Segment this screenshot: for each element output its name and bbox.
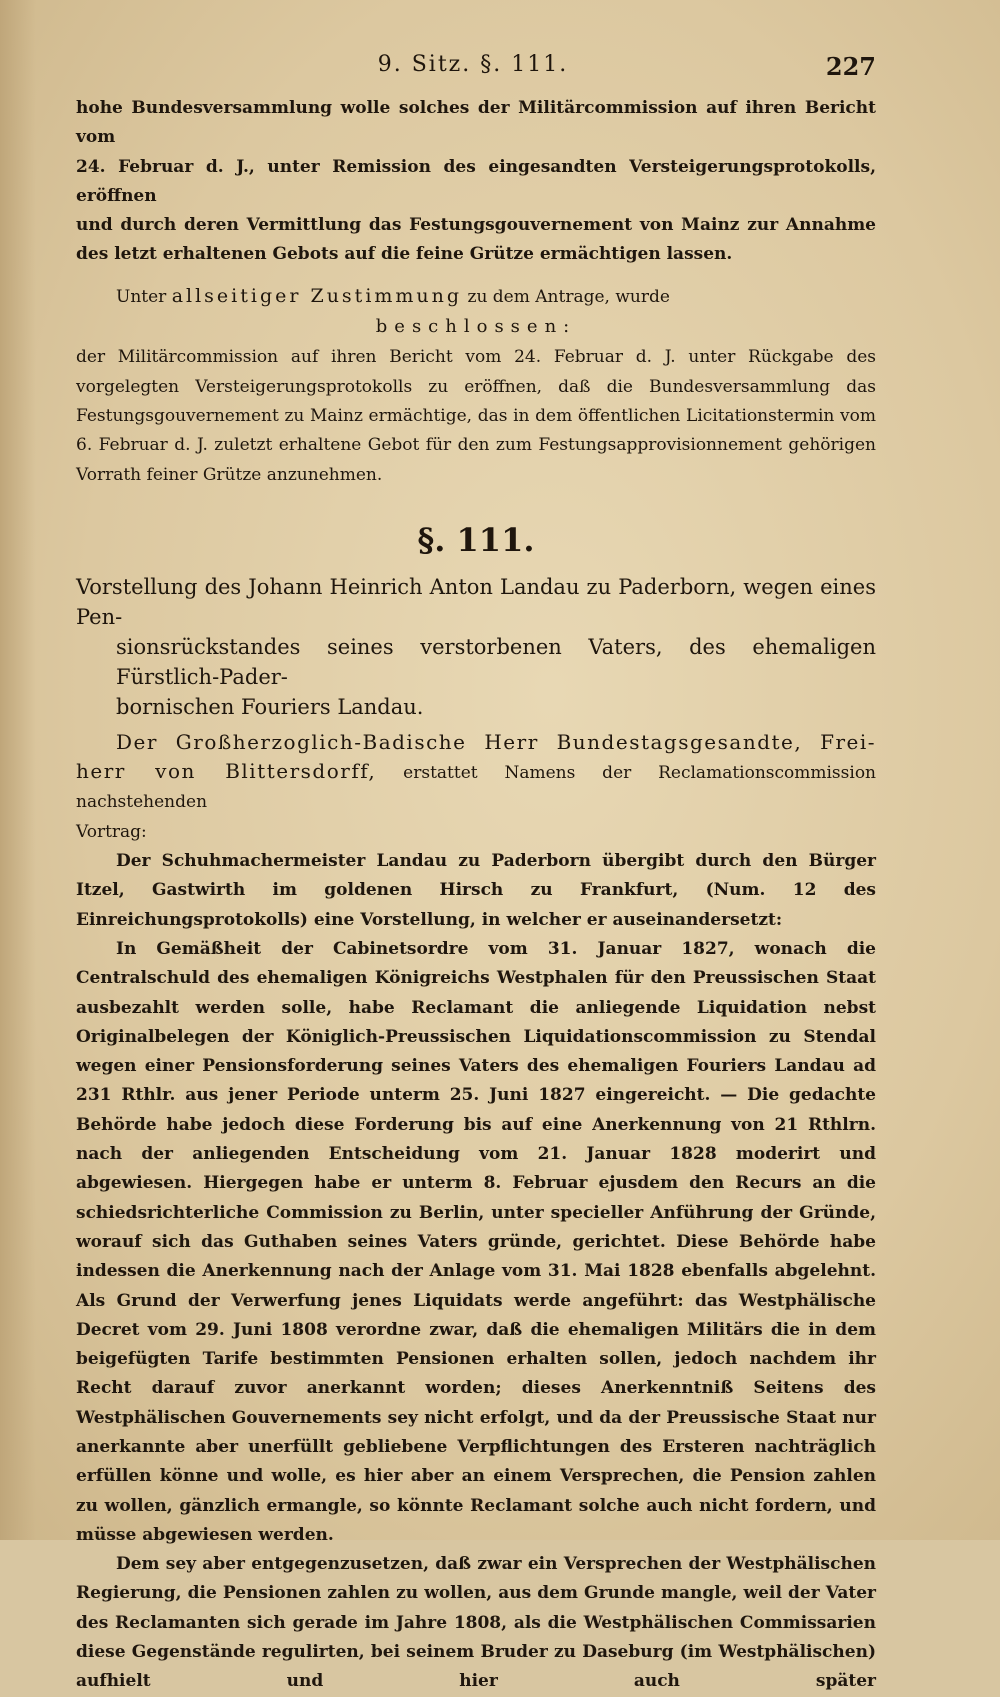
speaker-line-2 — [76, 757, 876, 818]
section-title — [76, 572, 876, 722]
page-edge-shadow — [0, 0, 36, 1540]
resolution-decided: beschlossen: — [375, 316, 577, 338]
section-title-line: bornischen Fouriers Landau. — [116, 694, 424, 719]
speaker-line: Der Großherzoglich-Badische Herr Bundestagsgesandte, Frei- — [116, 729, 876, 754]
resolution-lead-prefix: Unter — [116, 286, 167, 307]
report-paragraph: Dem sey aber entgegenzusetzen, daß zwar ein Versprechen der Westphälischen Regierung, die Pensionen zahlen zu wollen, aus dem Grunde mangle, weil der Vater des Reclamanten sich gerade im Jahre 1808, als die Westphälischen Commissarien diese Gegenstände regulirten, bei seinem Bruder zu Daseburg (im Westphälischen) aufhielt und hier auch später — [76, 1554, 876, 1692]
resolution-lead-spaced: allseitiger Zustimmung — [171, 284, 463, 307]
report-paragraph: Der Schuhmachermeister Landau zu Paderborn übergibt durch den Bürger Itzel, Gastwirth im goldenen Hirsch zu Frankfurt, (Num. 12 des Einreichungsprotokolls) eine Vorstellung, in welcher er auseinandersetzt: — [76, 851, 876, 930]
report-paragraph: In Gemäßheit der Cabinetsordre vom 31. Januar 1827, wonach die Centralschuld des ehemaligen Königreichs Westphalen für den Preussischen Staat ausbezahlt werden solle, habe Reclamant die anliegende Liquidation nebst Originalbelegen der Königlich-Preussischen Liquidationscommission zu Stendal wegen einer Pensionsforderung seines Vaters des ehemaligen Fouriers Landau ad 231 Rthlr. aus jener Periode unterm 25. Juni 1827 eingereicht. — Die gedachte Behörde habe jedoch diese Forderung bis auf eine Anerkennung von 21 Rthlrn. nach der anliegenden Entscheidung vom 21. Januar 1828 moderirt und abgewiesen. Hiergegen habe er unterm 8. Februar ejusdem den Recurs an die schiedsrichterliche Commission zu Berlin, unter specieller Anführung der Gründe, worauf sich das Guthaben seines Vaters gründe, gerichtet. Diese Behörde habe indessen die Anerkennung nach der Anlage vom 31. Mai 1828 ebenfalls abgelehnt. Als Grund der Verwerfung jenes Liquidats werde angeführt: das Westphälische Decret vom 29. Juni 1808 verordne zwar, daß die ehemaligen Militärs die in dem beigefügten Tarife bestimmten Pensionen erhalten sollen, jedoch nachdem ihr Recht darauf zuvor anerkannt worden; dieses Anerkenntniß Seitens des Westphälischen Gouvernements sey nicht erfolgt, und da der Preussische Staat nur anerkannte aber unerfüllt gebliebene Verpflichtungen des Ersteren nachträglich erfüllen könne und wolle, es hier aber an einem Versprechen, die Pension zahlen zu wollen, gänzlich ermangle, so könnte Reclamant solche auch nicht fordern, und müsse abgewiesen werden. — [76, 938, 876, 1545]
running-head: 9. Sitz. §. 111. — [377, 52, 569, 77]
body-text — [76, 94, 876, 1697]
intro-line: 24. Februar d. J., unter Remission des eingesandten Versteigerungsprotokolls, eröffnen — [76, 156, 876, 206]
section-title-line: Vorstellung des Johann Heinrich Anton Landau zu Paderborn, wegen eines Pen- — [76, 574, 876, 629]
page-header — [70, 52, 876, 88]
speaker-rest: erstattet Namens der Reclamationscommission nachstehenden — [76, 763, 877, 813]
resolution-text: der Militärcommission auf ihren Bericht vom 24. Februar d. J. unter Rückgabe des vorgelegten Versteigerungsprotokolls zu eröffnen, daß die Bundesversammlung das Festungsgouvernement zu Mainz ermächtige, das in dem öffentlichen Licitationstermin vom 6. Februar d. J. zuletzt erhaltene Gebot für den zum Festungsapprovisionnement gehörigen Vorrath feiner Grütze anzunehmen. — [76, 347, 876, 485]
section-title-line: sionsrückstandes seines verstorbenen Vaters, des ehemaligen Fürstlich-Pader- — [116, 634, 876, 689]
report-paragraphs — [76, 847, 876, 1697]
speaker-end: Vortrag: — [76, 821, 147, 842]
page-number: 227 — [825, 52, 876, 81]
intro-line: des letzt erhaltenen Gebots auf die feine Grütze ermächtigen lassen. — [76, 244, 733, 265]
intro-line: hohe Bundesversammlung wolle solches der Militärcommission auf ihren Bericht vom — [76, 98, 876, 148]
speaker-name: herr von Blittersdorff, — [76, 759, 377, 784]
speaker-block — [76, 728, 876, 847]
intro-paragraph — [76, 94, 876, 270]
intro-line: und durch deren Vermittlung das Festungsgouvernement von Mainz zur Annahme — [76, 215, 876, 236]
section-heading: §. 111. — [417, 520, 535, 559]
resolution-lead-suffix: zu dem Antrage, wurde — [467, 286, 670, 307]
resolution-lead — [76, 282, 876, 312]
